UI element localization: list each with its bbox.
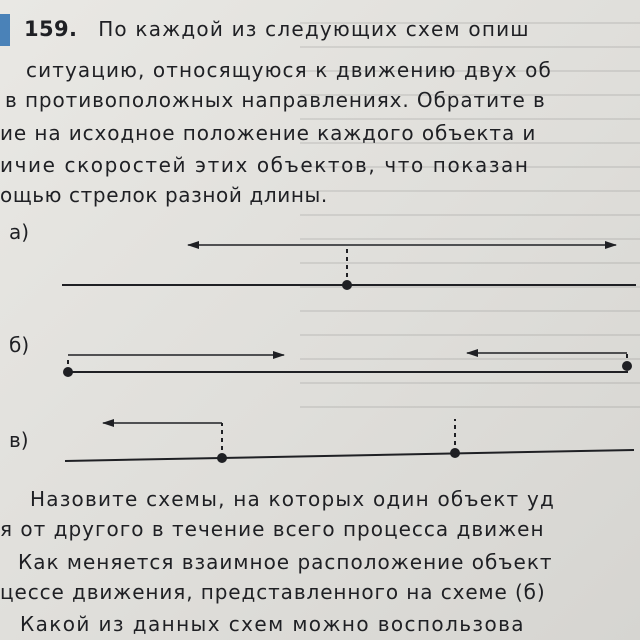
question-line-5: Какой из данных схем можно воспользова	[20, 612, 525, 636]
problem-number: 159.	[24, 17, 78, 41]
scheme-label-b: б)	[9, 333, 30, 357]
scheme-b	[63, 353, 632, 377]
problem-line-2: ситуацию, относящуюся к движению двух об	[26, 58, 552, 82]
scheme-label-a: а)	[9, 220, 30, 244]
scheme-a	[62, 245, 636, 290]
problem-line-4: ие на исходное положение каждого объекта и	[0, 121, 537, 145]
problem-line-5: ичие скоростей этих объектов, что показан	[0, 153, 530, 177]
scheme-label-c: в)	[9, 428, 29, 452]
question-line-2: я от другого в течение всего процесса движен	[0, 517, 545, 541]
question-line-3: Как меняется взаимное расположение объект	[18, 550, 553, 574]
question-line-1: Назовите схемы, на которых один объект уд	[30, 487, 556, 511]
scheme-c-line	[65, 450, 634, 461]
problem-line-6: ощью стрелок разной длины.	[0, 183, 328, 207]
problem-line-3: в противоположных направлениях. Обратите в	[5, 88, 546, 112]
problem-text-1: По каждой из следующих схем опиш	[98, 17, 530, 41]
question-line-4: цессе движения, представленного на схеме (б)	[0, 580, 546, 604]
scheme-c	[65, 419, 634, 463]
